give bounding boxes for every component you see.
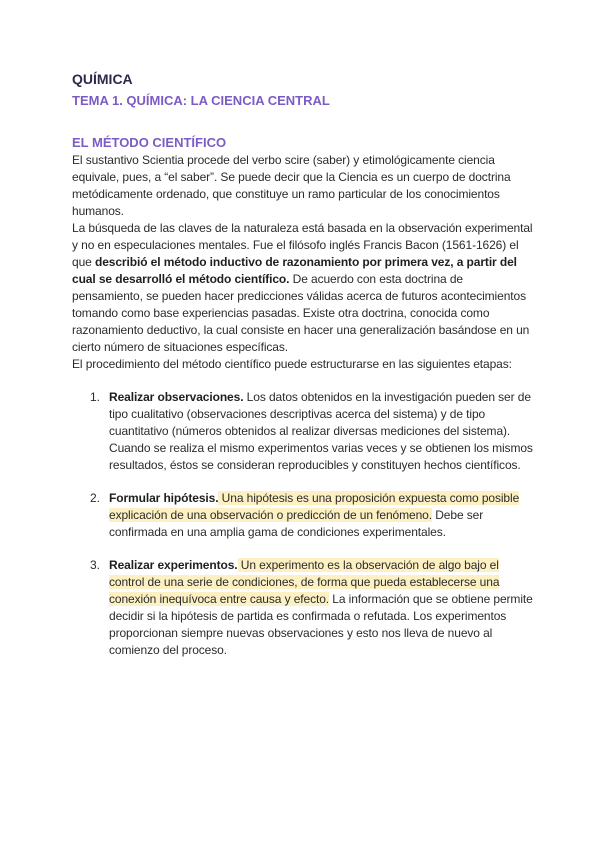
paragraph-bacon-bold: describió el método inductivo de razonamiento por primera vez, a partir del cual se desarrolló el método científico.	[72, 255, 517, 286]
document-subtitle: TEMA 1. QUÍMICA: LA CIENCIA CENTRAL	[72, 93, 330, 108]
paragraph-bacon-intro: La búsqueda de las claves de la naturaleza está basada en la observación experimental y no en especulaciones mentales. Fue el filósofo inglés Francis Bacon (1561-1626) el que	[72, 221, 533, 269]
step-text: La información que se obtiene permite decidir si la hipótesis de partida es confirmada o refutada. Los experimentos proporcionan siempre nuevas observaciones y esto nos lleva de nuevo al comienzo del proceso.	[109, 592, 533, 657]
step-number: 3.	[90, 558, 100, 572]
section-title: EL MÉTODO CIENTÍFICO	[72, 135, 227, 150]
paragraph-bacon-rest: De acuerdo con esta doctrina de pensamiento, se pueden hacer predicciones válidas acerca de futuros acontecimientos tomando como base experiencias pasadas. Existe otra doctrina, conocida como razonamiento deductivo, la cual consiste en hacer una generalización basándose en un cierto número de situaciones específicas.	[72, 272, 530, 354]
step-number: 1.	[90, 390, 100, 404]
paragraph-scientia: El sustantivo Scientia procede del verbo scire (saber) y etimológicamente ciencia equivale, pues, a “el saber”. Se puede decir que la Ciencia es un cuerpo de doctrina metódicamente ordenado, que constituye un ramo particular de los conocimientos humanos.	[72, 153, 511, 218]
step-number: 2.	[90, 491, 100, 505]
step-text: Debe ser confirmada en una amplia gama de condiciones experimentales.	[109, 508, 484, 539]
list-item	[72, 557, 534, 659]
step-highlight: Un experimento es la observación de algo bajo el control de una serie de condiciones, de forma que pueda establecerse una conexión inequívoca entre causa y efecto.	[109, 558, 500, 606]
step-title: Formular hipótesis.	[109, 491, 219, 505]
list-item	[72, 490, 534, 541]
list-item	[72, 389, 534, 474]
step-text: Los datos obtenidos en la investigación pueden ser de tipo cualitativo (observaciones descriptivas acerca del sistema) y de tipo cuantitativo (números obtenidos al realizar diversas mediciones del sistema). Cuando se realiza el mismo experimentos varias veces y se obtienen los mismos resultados, éstos se consideran reproducibles y constituyen hechos científicos.	[109, 390, 533, 472]
document-title: QUÍMICA	[72, 71, 133, 87]
document-page	[72, 70, 534, 659]
step-highlight: Una hipótesis es una proposición expuesta como posible explicación de una observación o predicción de un fenómeno.	[109, 491, 520, 522]
paragraph-procedure: El procedimiento del método científico puede estructurarse en las siguientes etapas:	[72, 357, 512, 371]
step-title: Realizar experimentos.	[109, 558, 238, 572]
steps-list	[72, 389, 534, 659]
step-title: Realizar observaciones.	[109, 390, 244, 404]
paragraph-bacon	[72, 220, 534, 356]
